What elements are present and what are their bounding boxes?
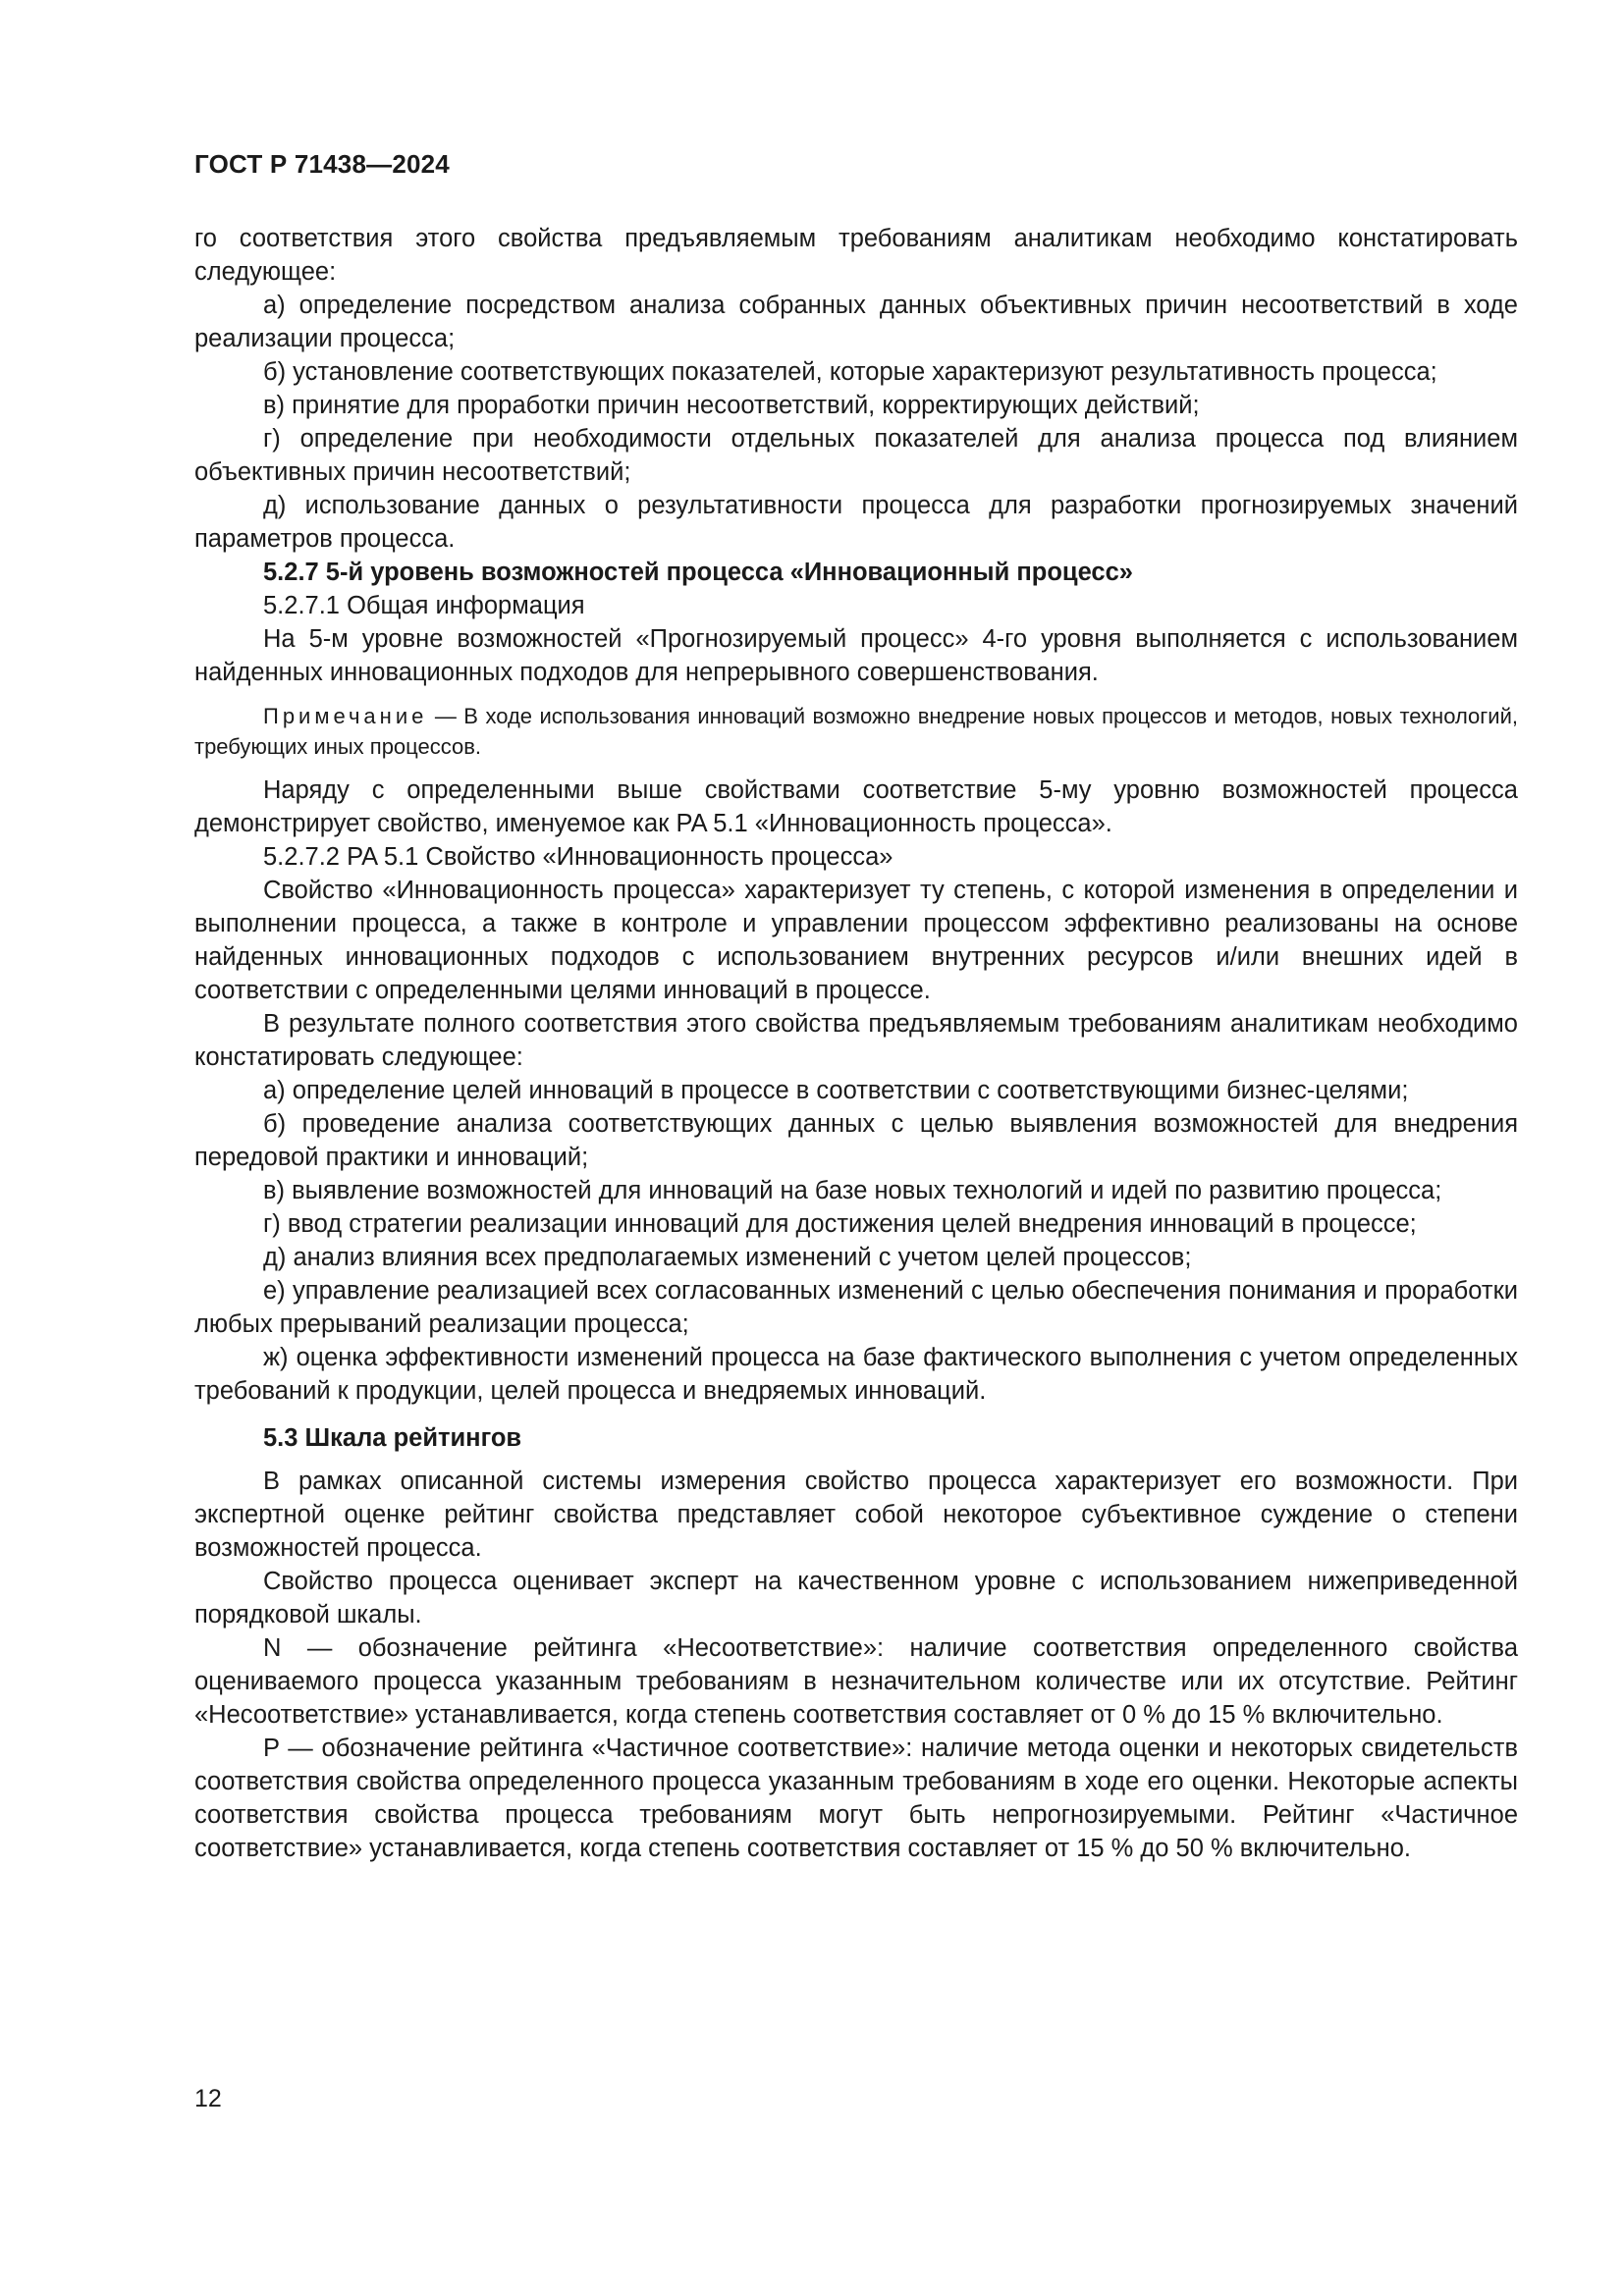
list-item: г) определение при необходимости отдельных показателей для анализа процесса под влиянием объективных причин несоответствий;	[194, 425, 1518, 486]
paragraph: Наряду с определенными выше свойствами соответствие 5-му уровню возможностей процесса демонстрирует свойство, именуемое как PA 5.1 «Инновационность процесса».	[194, 776, 1518, 837]
paragraph: На 5-м уровне возможностей «Прогнозируемый процесс» 4-го уровня выполняется с использованием найденных инновационных подходов для непрерывного совершенствования.	[194, 625, 1518, 686]
paragraph: N — обозначение рейтинга «Несоответствие»: наличие соответствия определенного свойства оцениваемого процесса указанным требованиям в незначительном количестве или их отсутствие. Рейтинг «Несоответствие» устанавливается, когда степень соответствия составляет от 0 % до 15 % включительно.	[194, 1634, 1518, 1729]
subsection-heading-5-2-7-2: 5.2.7.2 PA 5.1 Свойство «Инновационность процесса»	[263, 843, 893, 871]
list-item: б) проведение анализа соответствующих данных с целью выявления возможностей для внедрения передовой практики и инноваций;	[194, 1110, 1518, 1171]
document-body	[194, 222, 1518, 1865]
paragraph: В результате полного соответствия этого свойства предъявляемым требованиям аналитикам необходимо констатировать следующее:	[194, 1010, 1518, 1071]
list-item: б) установление соответствующих показателей, которые характеризуют результативность процесса;	[263, 358, 1437, 386]
list-item: г) ввод стратегии реализации инноваций для достижения целей внедрения инноваций в процессе;	[263, 1210, 1417, 1238]
list-item: а) определение целей инноваций в процессе в соответствии с соответствующими бизнес-целями;	[263, 1077, 1409, 1104]
note-label: Примечание	[263, 704, 428, 728]
standard-header: ГОСТ Р 71438—2024	[194, 149, 450, 179]
paragraph: P — обозначение рейтинга «Частичное соответствие»: наличие метода оценки и некоторых свидетельств соответствия свойства определенного процесса указанным требованиям в ходе его оценки. Некоторые аспекты соответствия свойства процесса требованиям могут быть непрогнозируемыми. Рейтинг «Частичное соответствие» устанавливается, когда степень соответствия составляет от 15 % до 50 % включительно.	[194, 1735, 1518, 1862]
paragraph: Свойство процесса оценивает эксперт на качественном уровне с использованием нижеприведенной порядковой шкалы.	[194, 1568, 1518, 1629]
paragraph: Свойство «Инновационность процесса» характеризует ту степень, с которой изменения в определении и выполнении процесса, а также в контроле и управлении процессом эффективно реализованы на основе найденных инновационных подходов с использованием внутренних ресурсов и/или внешних идей в соответствии с определенными целями инноваций в процессе.	[194, 877, 1518, 1004]
page-number: 12	[194, 2085, 222, 2112]
paragraph: В рамках описанной системы измерения свойство процесса характеризует его возможности. При экспертной оценке рейтинг свойства представляет собой некоторое субъективное суждение о степени возможностей процесса.	[194, 1468, 1518, 1562]
list-item: д) использование данных о результативности процесса для разработки прогнозируемых значений параметров процесса.	[194, 492, 1518, 553]
subsection-heading-5-2-7-1: 5.2.7.1 Общая информация	[263, 592, 585, 619]
list-item: в) выявление возможностей для инноваций на базе новых технологий и идей по развитию процесса;	[263, 1177, 1442, 1204]
note	[194, 701, 1518, 762]
paragraph: го соответствия этого свойства предъявляемым требованиям аналитикам необходимо констатировать следующее:	[194, 225, 1518, 286]
list-item: в) принятие для проработки причин несоответствий, корректирующих действий;	[263, 392, 1200, 419]
document-page	[194, 0, 1518, 2296]
section-heading-5-3: 5.3 Шкала рейтингов	[263, 1424, 522, 1452]
list-item: а) определение посредством анализа собранных данных объективных причин несоответствий в ходе реализации процесса;	[194, 292, 1518, 352]
list-item: д) анализ влияния всех предполагаемых изменений с учетом целей процессов;	[263, 1244, 1192, 1271]
list-item: е) управление реализацией всех согласованных изменений с целью обеспечения понимания и проработки любых прерываний реализации процесса;	[194, 1277, 1518, 1338]
list-item: ж) оценка эффективности изменений процесса на базе фактического выполнения с учетом определенных требований к продукции, целей процесса и внедряемых инноваций.	[194, 1344, 1518, 1405]
section-heading-5-2-7: 5.2.7 5-й уровень возможностей процесса «Инновационный процесс»	[263, 559, 1133, 586]
note-text: — В ходе использования инноваций возможно внедрение новых процессов и методов, новых технологий, требующих иных процессов.	[194, 704, 1518, 759]
